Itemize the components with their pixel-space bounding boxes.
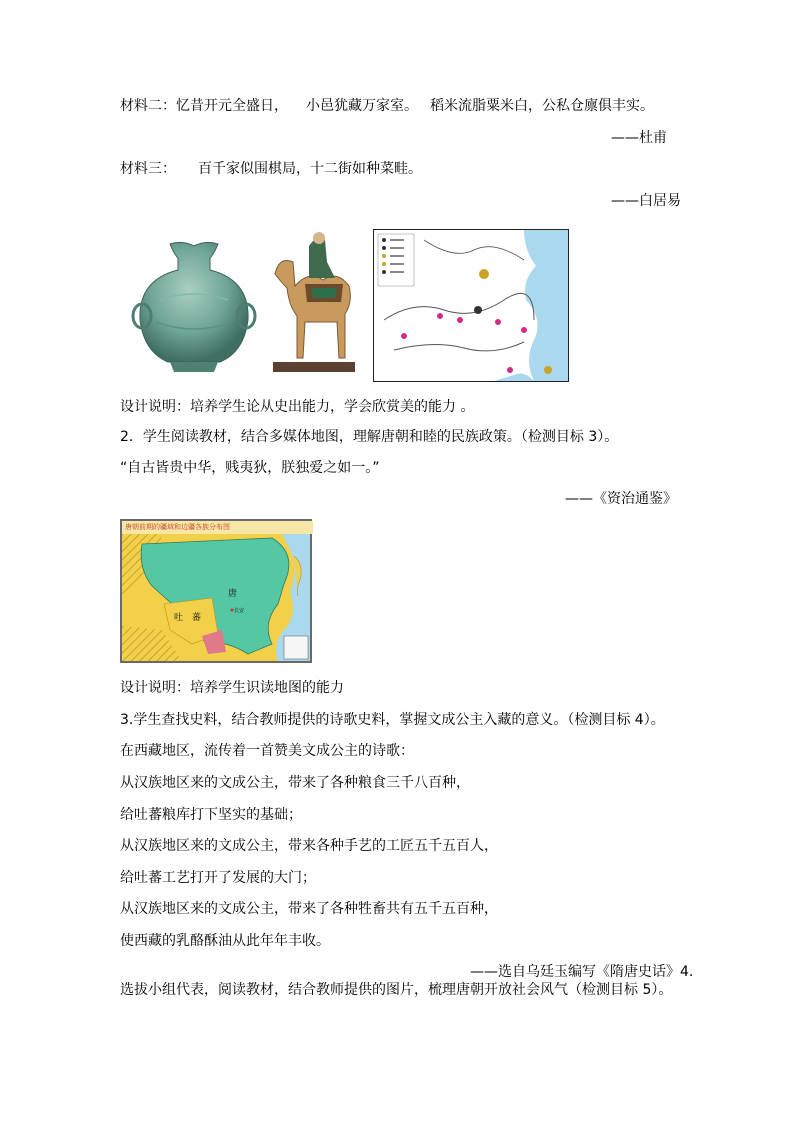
material3-line <box>120 159 422 179</box>
material3-text: 百千家似围棋局，十二街如种菜畦。 <box>198 161 422 177</box>
poem-line: 从汉族地区来的文成公主，带来了各种粮食三千八百种， <box>120 775 470 791</box>
poem-line: 给吐蕃工艺打开了发展的大门； <box>120 870 316 886</box>
material2-line-c: 稻米流脂粟米白，公私仓廪俱丰实。 <box>430 98 654 114</box>
map-title: 唐朝前期的疆域和边疆各族分布图 <box>122 521 313 534</box>
tang-trade-map-image <box>373 229 569 382</box>
tang-camel-figurine-image <box>265 226 363 374</box>
design-note-1: 设计说明：培养学生论从史出能力，学会欣赏美的能力 。 <box>120 399 475 415</box>
poem-line: 从汉族地区来的文成公主，带来各种手艺的工匠五千五百人， <box>120 838 498 854</box>
material3-label: 材料三： <box>120 161 176 177</box>
design-note-2: 设计说明：培养学生识读地图的能力 <box>120 680 344 696</box>
tang-territory-map-image <box>120 519 312 663</box>
material2-line-b: 小邑犹藏万家室。 <box>306 98 418 114</box>
map-label-bo: 蕃 <box>192 613 202 623</box>
item-3: 3.学生查找史料，结合教师提供的诗歌史料，掌握文成公主入藏的意义。（检测目标 4）。 <box>120 712 665 728</box>
material2-line-a: 忆昔开元全盛日， <box>176 98 288 114</box>
material2-label: 材料二： <box>120 98 176 114</box>
quote-source: ——《资治通鉴》 <box>565 491 677 507</box>
material2-line <box>120 96 654 116</box>
item-2: 2．学生阅读教材，结合多媒体地图，理解唐朝和睦的民族政策。（检测目标 3）。 <box>120 429 619 445</box>
poem-source: ——选自乌廷玉编写《隋唐史话》4. <box>470 964 694 980</box>
map-label-tang: 唐 <box>228 589 238 599</box>
quote: “自古皆贵中华，贱夷狄，朕独爱之如一。” <box>120 460 380 476</box>
poem-line: 使西藏的乳酪酥油从此年年丰收。 <box>120 933 330 949</box>
item-4: 选拔小组代表，阅读教材，结合教师提供的图片，梳理唐朝开放社会风气（检测目标 5）。 <box>120 982 673 998</box>
material2-author: ——杜甫 <box>611 130 667 146</box>
poem-line: 从汉族地区来的文成公主，带来了各种牲畜共有五千五百种， <box>120 901 498 917</box>
poem-intro: 在西藏地区，流传着一首赞美文成公主的诗歌： <box>120 743 414 759</box>
map-label-changan: 长安 <box>234 608 245 614</box>
map-label-tu: 吐 <box>174 613 184 623</box>
poem-line: 给吐蕃粮库打下坚实的基础； <box>120 807 302 823</box>
celadon-vase-image <box>130 240 258 374</box>
material3-author: ——白居易 <box>611 193 681 209</box>
